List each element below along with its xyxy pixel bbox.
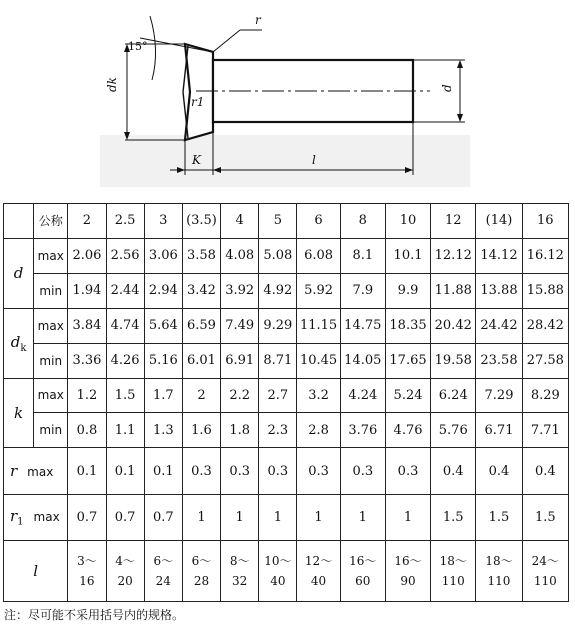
l-to: 90 bbox=[400, 574, 416, 589]
cell-dk-min: 3.36 bbox=[68, 343, 106, 378]
l-from: 18～ bbox=[439, 554, 467, 569]
size-header: 3 bbox=[144, 204, 182, 239]
param-symbol-r: r bbox=[10, 462, 18, 481]
size-header: 10 bbox=[385, 204, 430, 239]
label-r-max: max bbox=[27, 465, 54, 480]
cell-d-min: 4.92 bbox=[259, 273, 297, 308]
cell-l-range bbox=[522, 541, 568, 602]
size-header: 4 bbox=[221, 204, 259, 239]
cell-d-min: 7.9 bbox=[340, 273, 385, 308]
cell-l-range bbox=[385, 541, 430, 602]
row-dk-min bbox=[4, 343, 569, 378]
cell-k-max: 2.7 bbox=[259, 378, 297, 413]
cell-dk-max: 7.49 bbox=[221, 308, 259, 343]
cell-l-range bbox=[144, 541, 182, 602]
l-from: 4～ bbox=[115, 554, 135, 569]
cell-k-min: 7.71 bbox=[522, 413, 568, 448]
cell-r1-max: 0.7 bbox=[68, 494, 106, 541]
cell-r1-max: 0.7 bbox=[106, 494, 144, 541]
l-to: 40 bbox=[310, 574, 327, 589]
cell-d-max: 2.56 bbox=[106, 238, 144, 273]
cell-r-max: 0.3 bbox=[221, 448, 259, 495]
cell-r-max: 0.1 bbox=[68, 448, 106, 495]
cell-k-min: 2.3 bbox=[259, 413, 297, 448]
cell-k-min: 1.3 bbox=[144, 413, 182, 448]
cell-r1-max: 1 bbox=[340, 494, 385, 541]
cell-d-max: 2.06 bbox=[68, 238, 106, 273]
l-from: 3～ bbox=[77, 554, 97, 569]
cell-dk-max: 4.74 bbox=[106, 308, 144, 343]
cell-k-max: 5.24 bbox=[385, 378, 430, 413]
cell-d-max: 5.08 bbox=[259, 238, 297, 273]
l-from: 16～ bbox=[349, 554, 377, 569]
cell-dk-max: 24.42 bbox=[476, 308, 522, 343]
cell-r1-max: 1 bbox=[221, 494, 259, 541]
cell-dk-min: 14.05 bbox=[340, 343, 385, 378]
cell-dk-max: 9.29 bbox=[259, 308, 297, 343]
cell-r-max: 0.4 bbox=[476, 448, 522, 495]
cell-r-max: 0.3 bbox=[182, 448, 220, 495]
label-r1-max: max bbox=[33, 510, 60, 525]
l-from: 16～ bbox=[394, 554, 422, 569]
cell-d-min: 3.92 bbox=[221, 273, 259, 308]
cell-l-range bbox=[431, 541, 476, 602]
l-to: 28 bbox=[193, 574, 210, 589]
cell-k-min: 5.76 bbox=[431, 413, 476, 448]
cell-r1-max: 1.5 bbox=[431, 494, 476, 541]
size-header: (14) bbox=[476, 204, 522, 239]
cell-k-max: 1.7 bbox=[144, 378, 182, 413]
cell-k-min: 6.71 bbox=[476, 413, 522, 448]
cell-dk-max: 28.42 bbox=[522, 308, 568, 343]
cell-dk-max: 3.84 bbox=[68, 308, 106, 343]
cell-dk-min: 8.71 bbox=[259, 343, 297, 378]
cell-r-max: 0.1 bbox=[144, 448, 182, 495]
cell-k-max: 6.24 bbox=[431, 378, 476, 413]
cell-d-max: 4.08 bbox=[221, 238, 259, 273]
cell-l-range bbox=[340, 541, 385, 602]
K-label: K bbox=[192, 153, 201, 167]
cell-d-min: 13.88 bbox=[476, 273, 522, 308]
l-to: 20 bbox=[117, 574, 133, 589]
spec-table bbox=[3, 203, 569, 602]
footnote: 注：尽可能不采用括号内的规格。 bbox=[4, 608, 185, 622]
size-header: 2.5 bbox=[106, 204, 144, 239]
cell-dk-min: 5.16 bbox=[144, 343, 182, 378]
label-dk-min: min bbox=[34, 343, 68, 378]
cell-k-max: 7.29 bbox=[476, 378, 522, 413]
cell-k-max: 2.2 bbox=[221, 378, 259, 413]
cell-dk-max: 6.59 bbox=[182, 308, 220, 343]
angle-label: 15° bbox=[128, 40, 148, 53]
cell-r-max: 0.3 bbox=[385, 448, 430, 495]
cell-l-range bbox=[68, 541, 106, 602]
cell-d-max: 3.58 bbox=[182, 238, 220, 273]
label-dk-max: max bbox=[34, 308, 68, 343]
cell-dk-min: 19.58 bbox=[431, 343, 476, 378]
cell-d-min: 11.88 bbox=[431, 273, 476, 308]
l-from: 18～ bbox=[485, 554, 513, 569]
cell-k-min: 2.8 bbox=[297, 413, 340, 448]
cell-k-max: 4.24 bbox=[340, 378, 385, 413]
l-to: 24 bbox=[155, 574, 171, 589]
dk-label: dk bbox=[105, 77, 119, 92]
cell-dk-min: 23.58 bbox=[476, 343, 522, 378]
cell-l-range bbox=[182, 541, 220, 602]
cell-d-min: 1.94 bbox=[68, 273, 106, 308]
l-from: 12～ bbox=[304, 554, 333, 569]
cell-dk-min: 27.58 bbox=[522, 343, 568, 378]
l-to: 110 bbox=[441, 574, 465, 589]
row-r1 bbox=[4, 494, 569, 541]
l-label: l bbox=[312, 153, 316, 167]
l-to: 16 bbox=[79, 574, 95, 589]
cell-r-max: 0.3 bbox=[297, 448, 340, 495]
d-label: d bbox=[440, 84, 454, 92]
row-d-min bbox=[4, 273, 569, 308]
cell-dk-max: 20.42 bbox=[431, 308, 476, 343]
cell-k-min: 0.8 bbox=[68, 413, 106, 448]
cell-d-min: 2.44 bbox=[106, 273, 144, 308]
cell-k-max: 3.2 bbox=[297, 378, 340, 413]
cell-r1-max: 1 bbox=[182, 494, 220, 541]
label-d-max: max bbox=[34, 238, 68, 273]
watermark bbox=[100, 135, 470, 187]
row-k-min bbox=[4, 413, 569, 448]
cell-k-max: 8.29 bbox=[522, 378, 568, 413]
size-header: (3.5) bbox=[182, 204, 220, 239]
cell-d-max: 3.06 bbox=[144, 238, 182, 273]
size-header: 2 bbox=[68, 204, 106, 239]
row-k-max bbox=[4, 378, 569, 413]
l-from: 24～ bbox=[531, 554, 559, 569]
cell-dk-min: 10.45 bbox=[297, 343, 340, 378]
l-from: 10～ bbox=[264, 554, 292, 569]
cell-d-max: 10.1 bbox=[385, 238, 430, 273]
r-label: r bbox=[255, 13, 261, 27]
l-from: 6～ bbox=[191, 554, 212, 569]
r1-label: r1 bbox=[191, 95, 205, 109]
header-row bbox=[4, 204, 569, 239]
cell-l-range bbox=[221, 541, 259, 602]
cell-d-min: 15.88 bbox=[522, 273, 568, 308]
label-k-max: max bbox=[34, 378, 68, 413]
cell-r-max: 0.3 bbox=[259, 448, 297, 495]
cell-d-max: 8.1 bbox=[340, 238, 385, 273]
cell-k-min: 1.1 bbox=[106, 413, 144, 448]
row-d-max bbox=[4, 238, 569, 273]
cell-r1-max: 0.7 bbox=[144, 494, 182, 541]
cell-k-max: 2 bbox=[182, 378, 220, 413]
cell-k-min: 1.6 bbox=[182, 413, 220, 448]
cell-r1-max: 1 bbox=[297, 494, 340, 541]
size-header: 16 bbox=[522, 204, 568, 239]
cell-dk-min: 6.91 bbox=[221, 343, 259, 378]
cell-r-max: 0.4 bbox=[431, 448, 476, 495]
label-d-min: min bbox=[34, 273, 68, 308]
cell-d-max: 12.12 bbox=[431, 238, 476, 273]
cell-dk-min: 4.26 bbox=[106, 343, 144, 378]
l-from: 8～ bbox=[229, 554, 250, 569]
size-header: 6 bbox=[297, 204, 340, 239]
l-to: 110 bbox=[533, 574, 557, 589]
cell-d-min: 5.92 bbox=[297, 273, 340, 308]
cell-d-min: 3.42 bbox=[182, 273, 220, 308]
l-from: 6～ bbox=[153, 554, 174, 569]
cell-r1-max: 1 bbox=[259, 494, 297, 541]
size-header: 12 bbox=[431, 204, 476, 239]
size-header: 5 bbox=[259, 204, 297, 239]
cell-r1-max: 1 bbox=[385, 494, 430, 541]
cell-d-max: 14.12 bbox=[476, 238, 522, 273]
l-to: 60 bbox=[355, 574, 371, 589]
param-symbol-r1: $r_1$ bbox=[10, 507, 24, 528]
rivet-head bbox=[185, 44, 213, 140]
header-blank bbox=[4, 204, 34, 239]
cell-l-range bbox=[476, 541, 522, 602]
cell-l-range bbox=[297, 541, 340, 602]
cell-dk-max: 14.75 bbox=[340, 308, 385, 343]
cell-dk-min: 17.65 bbox=[385, 343, 430, 378]
size-header: 8 bbox=[340, 204, 385, 239]
cell-l-range bbox=[259, 541, 297, 602]
param-d: d bbox=[4, 238, 34, 308]
param-r1 bbox=[4, 494, 68, 541]
l-to: 110 bbox=[487, 574, 511, 589]
row-dk-max bbox=[4, 308, 569, 343]
cell-k-min: 3.76 bbox=[340, 413, 385, 448]
cell-l-range bbox=[106, 541, 144, 602]
cell-r-max: 0.1 bbox=[106, 448, 144, 495]
row-l bbox=[4, 541, 569, 602]
cell-dk-min: 6.01 bbox=[182, 343, 220, 378]
cell-dk-max: 11.15 bbox=[297, 308, 340, 343]
row-r bbox=[4, 448, 569, 495]
param-dk: $d_k$ bbox=[4, 308, 34, 378]
cell-k-min: 4.76 bbox=[385, 413, 430, 448]
cell-dk-max: 18.35 bbox=[385, 308, 430, 343]
cell-d-max: 6.08 bbox=[297, 238, 340, 273]
cell-d-max: 16.12 bbox=[522, 238, 568, 273]
l-to: 40 bbox=[270, 574, 286, 589]
cell-r-max: 0.4 bbox=[522, 448, 568, 495]
nominal-label: 公称 bbox=[34, 204, 68, 239]
label-k-min: min bbox=[34, 413, 68, 448]
param-r bbox=[4, 448, 68, 495]
cell-r1-max: 1.5 bbox=[476, 494, 522, 541]
param-k: k bbox=[4, 378, 34, 448]
cell-d-min: 9.9 bbox=[385, 273, 430, 308]
param-l: l bbox=[4, 541, 68, 602]
cell-k-max: 1.2 bbox=[68, 378, 106, 413]
cell-dk-max: 5.64 bbox=[144, 308, 182, 343]
rivet-drawing bbox=[0, 0, 575, 200]
cell-r1-max: 1.5 bbox=[522, 494, 568, 541]
cell-d-min: 2.94 bbox=[144, 273, 182, 308]
cell-k-max: 1.5 bbox=[106, 378, 144, 413]
cell-r-max: 0.3 bbox=[340, 448, 385, 495]
cell-k-min: 1.8 bbox=[221, 413, 259, 448]
l-to: 32 bbox=[232, 574, 248, 589]
